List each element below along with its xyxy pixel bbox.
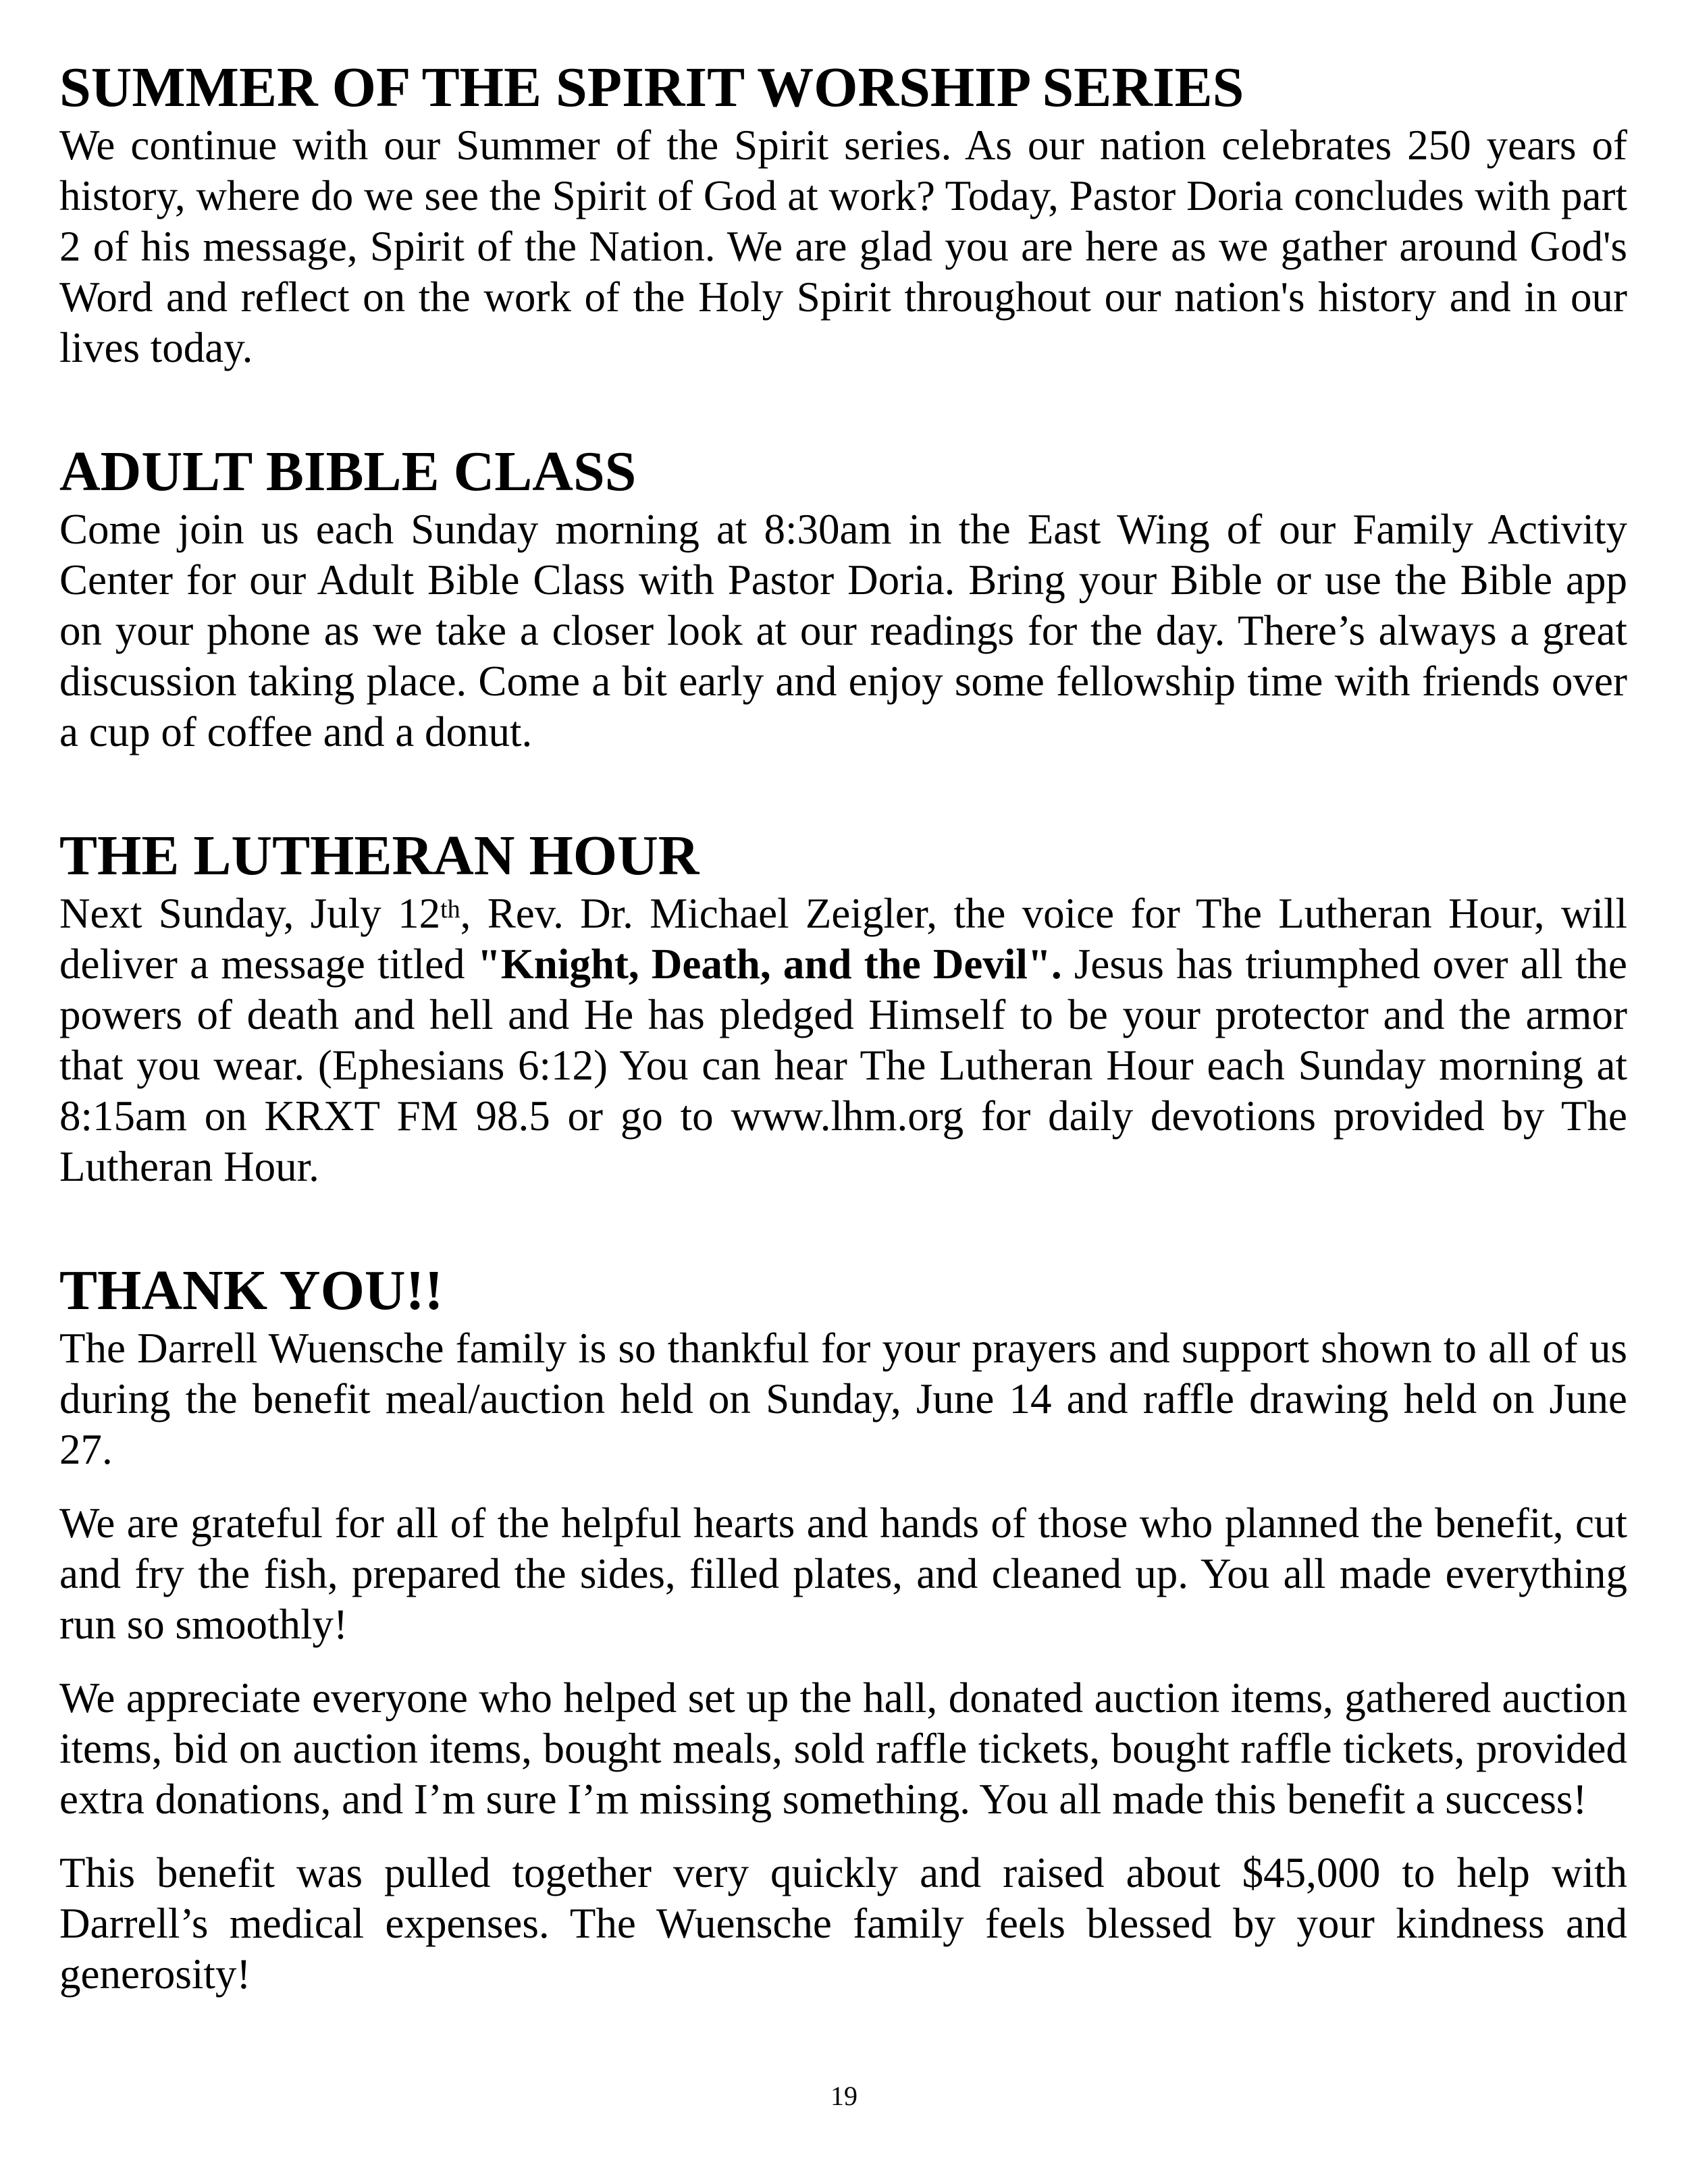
text-run: , Rev. Dr. Michael Zeigler, the voice for The Lutheran Hour, will deliver a message titled: [59, 890, 1627, 988]
section-paragraph: We are grateful for all of the helpful hearts and hands of those who planned the benefit, cut and fry the fish, prepared the sides, filled plates, and cleaned up. You all made everything run so smoothly!: [59, 1499, 1627, 1648]
section-thank-you: [59, 1258, 1627, 2000]
section-title: THANK YOU!!: [59, 1259, 444, 1322]
section-title: SUMMER OF THE SPIRIT WORSHIP SERIES: [59, 56, 1244, 119]
text-run: Next Sunday, July 12: [59, 890, 441, 937]
bulletin-page: [59, 55, 1627, 2066]
section-paragraph: We continue with our Summer of the Spirit series. As our nation celebrates 250 years of history, where do we see the Spirit of God at work? Today, Pastor Doria concludes with part 2 of his message, Spirit of the Nation. We are glad you are here as we gather around God's Word and reflect on the work of the Holy Spirit throughout our nation's history and in our lives today.: [59, 122, 1627, 371]
section-lutheran-hour: [59, 824, 1627, 1192]
section-adult-bible-class: [59, 440, 1627, 757]
section-title: ADULT BIBLE CLASS: [59, 440, 637, 503]
section-summer-worship-series: [59, 55, 1627, 373]
section-paragraph: [59, 888, 1627, 1192]
section-paragraph: We appreciate everyone who helped set up the hall, donated auction items, gathered auction items, bid on auction items, bought meals, sold raffle tickets, bought raffle tickets, provided extra donations, and I’m sure I’m missing something. You all made this benefit a success!: [59, 1674, 1627, 1823]
message-title: "Knight, Death, and the Devil".: [477, 940, 1062, 988]
section-paragraph: This benefit was pulled together very quickly and raised about $45,000 to help with Darrell’s medical expenses. The Wuensche family feels blessed by your kindness and generosity!: [59, 1849, 1627, 1998]
section-title: THE LUTHERAN HOUR: [59, 824, 700, 887]
section-paragraph: Come join us each Sunday morning at 8:30am in the East Wing of our Family Activity Center for our Adult Bible Class with Pastor Doria. Bring your Bible or use the Bible app on your phone as we take a closer look at our readings for the day. There’s always a great discussion taking place. Come a bit early and enjoy some fellowship time with friends over a cup of coffee and a donut.: [59, 506, 1627, 755]
page-number: 19: [830, 2081, 858, 2111]
section-paragraph: The Darrell Wuensche family is so thankful for your prayers and support shown to all of us during the benefit meal/auction held on Sunday, June 14 and raffle drawing held on June 27.: [59, 1325, 1627, 1473]
ordinal-superscript: th: [440, 895, 460, 924]
text-run: Jesus has triumphed over all the powers of death and hell and He has pledged Himself to be your protector and the armor that you wear. (Ephesians 6:12) You can hear The Lutheran Hour each Sunday morning at 8:15am on KRXT FM 98.5 or go to www.lhm.org for daily devotions provided by The Lutheran Hour.: [59, 940, 1627, 1190]
